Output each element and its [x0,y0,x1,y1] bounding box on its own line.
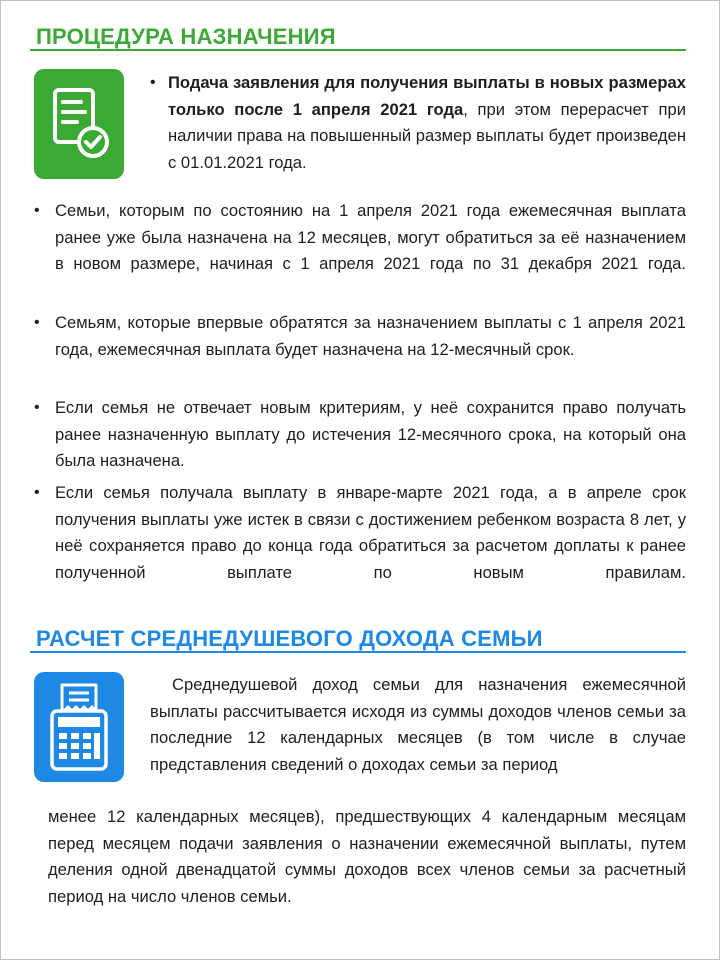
section-title-income: РАСЧЕТ СРЕДНЕДУШЕВОГО ДОХОДА СЕМЬИ [36,626,543,651]
section-title-procedure: ПРОЦЕДУРА НАЗНАЧЕНИЯ [36,24,336,49]
section-divider [30,651,686,653]
bullet-marker: • [34,484,40,501]
bullet-marker: • [34,314,40,331]
bullet-marker: • [150,74,156,91]
bullet-paragraph-4: Если семья получала выплату в январе-марте 2021 года, а в апреле срок получения выплаты уже истек в связи с достижением ребенком возраста 8 лет, у неё сохраняется право до конца года обратиться за расчетом доплаты к ранее полученной выплате по новым правилам. [55,483,686,582]
calculator-receipt-icon [34,672,124,782]
income-paragraph-part2: менее 12 календарных месяцев), предшествующих 4 календарным месяцам перед месяцем подачи заявления о назначении ежемесячной выплаты, путем деления одной двенадцатой суммы доходов всех членов семьи за расчетный период на число членов семьи. [48,807,686,906]
lead-rest-text: , при этом перерасчет при наличии права на повышенный размер выплаты будет произведен с 01.01.2021 года. [168,99,686,172]
lead-paragraph [168,70,686,176]
bullet-paragraph-3: Если семья не отвечает новым критериям, у неё сохранится право получать ранее назначенную выплату до истечения 12-месячного срока, на который она была назначена. [55,398,686,470]
income-paragraph-part1: Среднедушевой доход семьи для назначения ежемесячной выплаты рассчитывается исходя из суммы доходов членов семьи за последние 12 календарных месяцев (в том числе в случае представления сведений о доходах семьи за период [150,675,686,774]
section-divider [30,49,686,51]
bullet-marker: • [34,399,40,416]
lead-bold-text: Подача заявления для получения выплаты в новых размерах только после 1 апреля 2021 года [168,73,686,119]
bullet-paragraph-1: Семьи, которым по состоянию на 1 апреля 2021 года ежемесячная выплата ранее уже была назначена на 12 месяцев, могут обратиться за её назначением в новом размере, начиная с 1 апреля 2021 года по 31 декабря 2021 года. [55,201,686,273]
bullet-paragraph-2: Семьям, которые впервые обратятся за назначением выплаты с 1 апреля 2021 года, ежемесячная выплата будет назначена на 12-месячный срок. [55,313,686,359]
bullet-marker: • [34,202,40,219]
document-check-icon [34,69,124,179]
